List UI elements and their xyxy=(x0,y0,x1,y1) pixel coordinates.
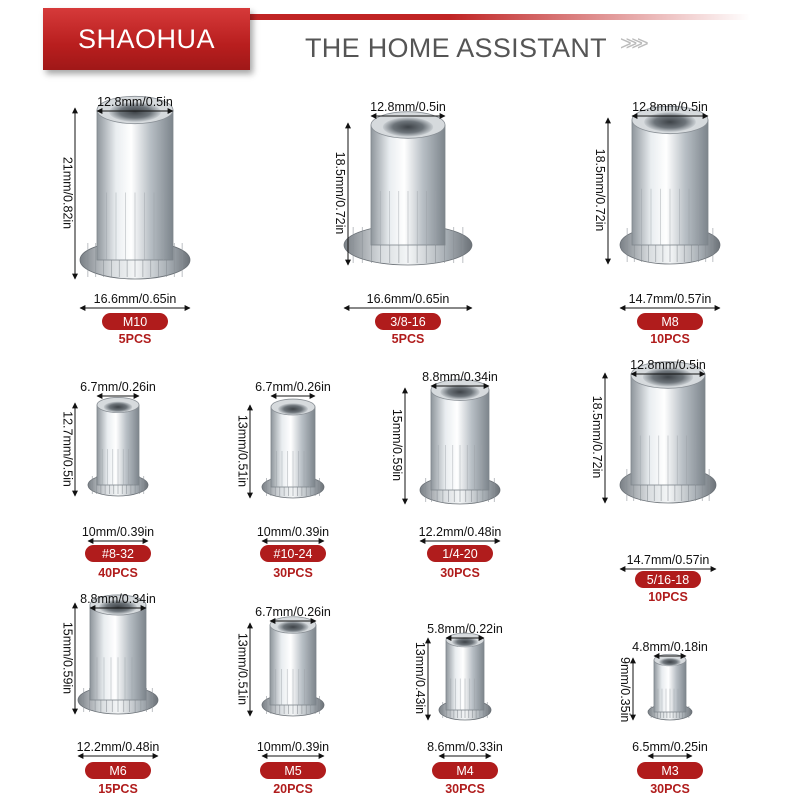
rivet-nut-3 xyxy=(620,106,720,264)
rivet-nut-9 xyxy=(262,617,324,716)
flange-dim-label: 8.6mm/0.33in xyxy=(427,740,503,754)
flange-dim-label: 16.6mm/0.65in xyxy=(366,292,450,306)
top-dim-label: 6.7mm/0.26in xyxy=(80,380,156,394)
flange-dim-label: 12.2mm/0.48in xyxy=(418,525,502,539)
flange-dim-label: 14.7mm/0.57in xyxy=(626,553,710,567)
size-badge: 1/4-20 xyxy=(427,545,493,562)
tagline: THE HOME ASSISTANT xyxy=(305,33,607,63)
quantity-label: 10PCS xyxy=(648,590,688,604)
height-dim-label: 15mm/0.59in xyxy=(390,408,404,482)
height-dim-label: 13mm/0.43in xyxy=(413,641,427,715)
flange-dim-label: 12.2mm/0.48in xyxy=(76,740,160,754)
size-badge: 3/8-16 xyxy=(375,313,441,330)
rivet-nut-2 xyxy=(344,112,472,265)
quantity-label: 30PCS xyxy=(445,782,485,796)
height-dim-label: 21mm/0.82in xyxy=(60,156,74,229)
quantity-label: 30PCS xyxy=(650,782,690,796)
threaded-hole xyxy=(277,621,308,633)
quantity-label: 40PCS xyxy=(98,566,138,580)
quantity-label: 5PCS xyxy=(118,332,152,346)
quantity-label: 30PCS xyxy=(273,566,313,580)
size-badge: #8-32 xyxy=(85,545,151,562)
size-badge: 5/16-18 xyxy=(635,571,701,588)
rivet-nut-6 xyxy=(420,380,500,504)
size-badge: M5 xyxy=(260,762,326,779)
threaded-hole xyxy=(440,384,479,399)
top-dim-label: 12.8mm/0.5in xyxy=(370,100,446,114)
quantity-label: 30PCS xyxy=(440,566,480,580)
height-dim-label: 18.5mm/0.72in xyxy=(590,395,604,479)
top-dim-label: 6.7mm/0.26in xyxy=(255,380,331,394)
flange-dim-label: 6.5mm/0.25in xyxy=(632,740,708,754)
rivet-nut-10 xyxy=(439,633,491,720)
size-badge: M4 xyxy=(432,762,498,779)
threaded-hole xyxy=(383,117,433,136)
flange-dim-label: 10mm/0.39in xyxy=(256,740,330,754)
rivet-nut-4 xyxy=(88,397,148,496)
flange-dim-label: 10mm/0.39in xyxy=(256,525,330,539)
threaded-hole xyxy=(452,637,478,647)
top-dim-label: 12.8mm/0.5in xyxy=(630,358,706,372)
rivet-nut-8 xyxy=(78,595,158,714)
rivet-nut-5 xyxy=(262,399,324,498)
rivet-nut-1 xyxy=(80,96,190,279)
rivet-nut-11 xyxy=(648,654,692,720)
height-dim-label: 12.7mm/0.5in xyxy=(60,410,74,487)
threaded-hole xyxy=(104,402,133,413)
height-dim-label: 13mm/0.51in xyxy=(235,632,249,705)
quantity-label: 15PCS xyxy=(98,782,138,796)
size-badge: M8 xyxy=(637,313,703,330)
size-badge: M3 xyxy=(637,762,703,779)
height-dim-label: 15mm/0.59in xyxy=(60,621,74,694)
flange-dim-label: 10mm/0.39in xyxy=(81,525,155,539)
quantity-label: 10PCS xyxy=(650,332,690,346)
threaded-hole xyxy=(278,403,308,414)
top-dim-label: 8.8mm/0.34in xyxy=(422,370,498,384)
top-dim-label: 12.8mm/0.5in xyxy=(632,100,708,114)
size-badge: M6 xyxy=(85,762,151,779)
quantity-label: 20PCS xyxy=(273,782,313,796)
top-dim-label: 12.8mm/0.5in xyxy=(97,95,173,109)
brand-logo: SHAOHUA xyxy=(43,8,250,70)
height-dim-label: 18.5mm/0.72in xyxy=(333,151,347,235)
top-dim-label: 5.8mm/0.22in xyxy=(427,622,503,636)
rivet-nut-7 xyxy=(620,362,716,503)
top-dim-label: 4.8mm/0.18in xyxy=(632,640,708,654)
flange-dim-label: 14.7mm/0.57in xyxy=(628,292,712,306)
size-badge: #10-24 xyxy=(260,545,326,562)
height-dim-label: 9mm/0.35in xyxy=(618,657,632,723)
flange-dim-label: 16.6mm/0.65in xyxy=(93,292,177,306)
chevrons-icon: >>>> xyxy=(620,33,643,55)
height-dim-label: 18.5mm/0.72in xyxy=(593,148,607,232)
top-dim-label: 8.8mm/0.34in xyxy=(80,592,156,606)
threaded-hole xyxy=(644,112,696,132)
threaded-hole xyxy=(659,658,681,666)
quantity-label: 5PCS xyxy=(391,332,425,346)
height-dim-label: 13mm/0.51in xyxy=(235,414,249,487)
top-dim-label: 6.7mm/0.26in xyxy=(255,605,331,619)
size-badge: M10 xyxy=(102,313,168,330)
